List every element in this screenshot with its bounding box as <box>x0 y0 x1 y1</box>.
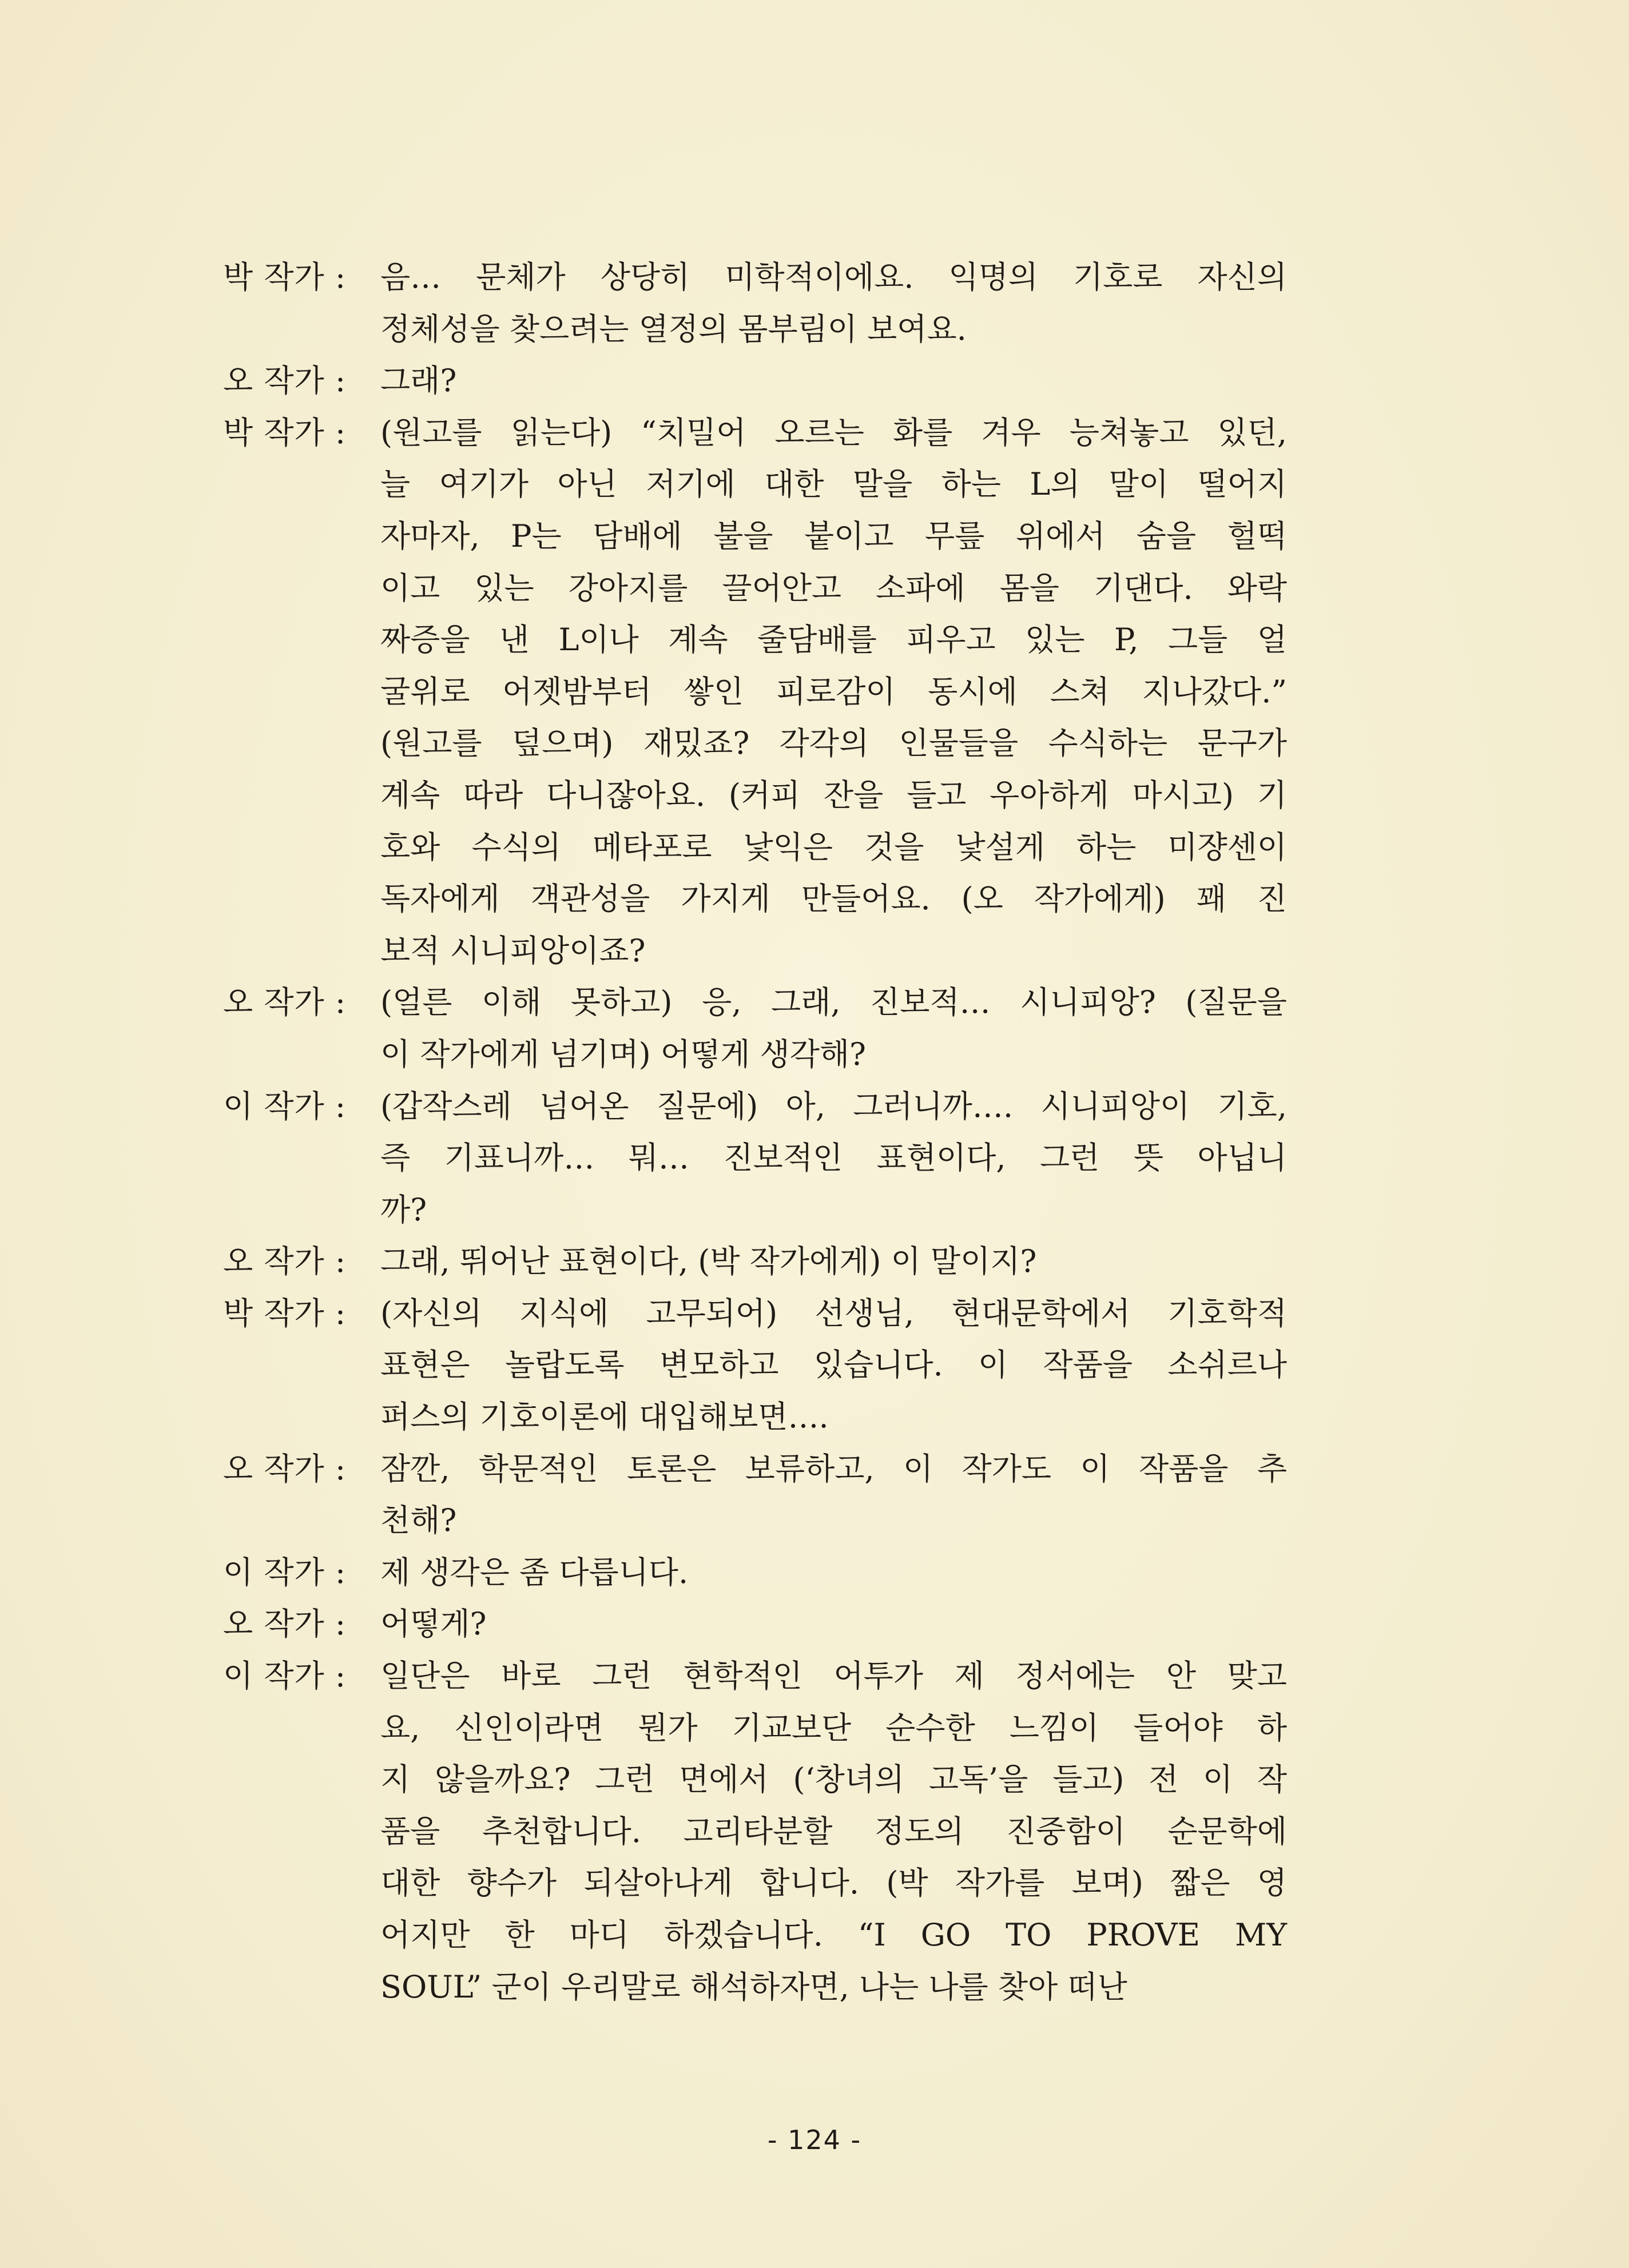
dialogue-text <box>380 355 1287 407</box>
dialogue-line: (원고를 읽는다) “치밀어 오르는 화를 겨우 능쳐놓고 있던, <box>380 414 1287 451</box>
dialogue-line: 제 생각은 좀 다릅니다. <box>380 1554 689 1590</box>
dialogue-line: 이 작가에게 넘기며) 어떻게 생각해? <box>380 1036 866 1072</box>
dialogue-entry <box>223 977 1287 1080</box>
dialogue-line: 퍼스의 기호이론에 대입해보면…. <box>380 1399 829 1435</box>
dialogue-entry <box>223 355 1287 407</box>
speaker-label: 오 작가 : <box>223 984 347 1021</box>
dialogue-text <box>380 977 1287 1080</box>
dialogue-line: 굴위로 어젯밤부터 쌓인 피로감이 동시에 스쳐 지나갔다.” <box>380 673 1287 710</box>
dialogue-text <box>380 1443 1287 1547</box>
dialogue-line: 짜증을 낸 L이나 계속 줄담배를 피우고 있는 P, 그들 얼 <box>380 622 1287 658</box>
speaker-label: 오 작가 : <box>223 1450 347 1487</box>
dialogue-line: 그래, 뛰어난 표현이다, (박 작가에게) 이 말이지? <box>380 1243 1037 1280</box>
speaker-label: 이 작가 : <box>223 1088 347 1124</box>
speaker-label: 박 작가 : <box>223 414 347 451</box>
dialogue-entry <box>223 1236 1287 1288</box>
dialogue-entry <box>223 1650 1287 2013</box>
dialogue-entry <box>223 1598 1287 1650</box>
dialogue-entry <box>223 1081 1287 1236</box>
dialogue-line: (얼른 이해 못하고) 응, 그래, 진보적… 시니피앙? (질문을 <box>380 984 1287 1021</box>
dialogue-line: 정체성을 찾으려는 열정의 몸부림이 보여요. <box>380 311 967 347</box>
dialogue-line: 즉 기표니까… 뭐… 진보적인 표현이다, 그런 뜻 아닙니 <box>380 1140 1287 1176</box>
dialogue-line: 음… 문체가 상당히 미학적이에요. 익명의 기호로 자신의 <box>380 259 1287 295</box>
dialogue-line: 잠깐, 학문적인 토론은 보류하고, 이 작가도 이 작품을 추 <box>380 1450 1287 1487</box>
dialogue-text <box>380 407 1287 977</box>
dialogue-line: 호와 수식의 메타포로 낯익은 것을 낯설게 하는 미쟝센이 <box>380 829 1287 865</box>
dialogue-line: 표현은 놀랍도록 변모하고 있습니다. 이 작품을 소쉬르나 <box>380 1347 1287 1383</box>
dialogue-entry <box>223 252 1287 355</box>
dialogue-line: 독자에게 객관성을 가지게 만들어요. (오 작가에게) 꽤 진 <box>380 881 1287 917</box>
dialogue-text <box>380 252 1287 355</box>
dialogue-text <box>380 1236 1287 1288</box>
dialogue-line: (원고를 덮으며) 재밌죠? 각각의 인물들을 수식하는 문구가 <box>380 725 1287 762</box>
dialogue-line: 까? <box>380 1191 427 1228</box>
dialogue-line: 어지만 한 마디 하겠습니다. “I GO TO PROVE MY <box>380 1917 1287 1953</box>
dialogue-line: (갑작스레 넘어온 질문에) 아, 그러니까…. 시니피앙이 기호, <box>380 1088 1287 1124</box>
dialogue-entry <box>223 1443 1287 1547</box>
dialogue-line: 자마자, P는 담배에 불을 붙이고 무릎 위에서 숨을 헐떡 <box>380 518 1287 554</box>
dialogue-text <box>380 1650 1287 2013</box>
speaker-label: 오 작가 : <box>223 363 347 399</box>
dialogue-entry <box>223 1288 1287 1443</box>
dialogue-line: 어떻게? <box>380 1606 487 1642</box>
dialogue-line: 그래? <box>380 363 457 399</box>
speaker-label: 박 작가 : <box>223 259 347 295</box>
dialogue-line: 품을 추천합니다. 고리타분할 정도의 진중함이 순문학에 <box>380 1813 1287 1849</box>
dialogue-text <box>380 1081 1287 1236</box>
dialogue-line: SOUL” 군이 우리말로 해석하자면, 나는 나를 찾아 떠난 <box>380 1968 1127 2005</box>
dialogue-entry <box>223 1547 1287 1599</box>
page-number: - 124 - <box>767 2124 862 2155</box>
speaker-label: 박 작가 : <box>223 1295 347 1331</box>
dialogue-line: 이고 있는 강아지를 끌어안고 소파에 몸을 기댄다. 와락 <box>380 570 1287 606</box>
dialogue-line: 대한 향수가 되살아나게 합니다. (박 작가를 보며) 짧은 영 <box>380 1865 1287 1901</box>
dialogue-line: 늘 여기가 아닌 저기에 대한 말을 하는 L의 말이 떨어지 <box>380 466 1287 503</box>
dialogue-line: 지 않을까요? 그런 면에서 (‘창녀의 고독’을 들고) 전 이 작 <box>380 1761 1287 1798</box>
dialogue-text <box>380 1598 1287 1650</box>
dialogue-line: 일단은 바로 그런 현학적인 어투가 제 정서에는 안 맞고 <box>380 1658 1287 1694</box>
dialogue-line: (자신의 지식에 고무되어) 선생님, 현대문학에서 기호학적 <box>380 1295 1287 1331</box>
speaker-label: 오 작가 : <box>223 1243 347 1280</box>
dialogue-text <box>380 1547 1287 1599</box>
speaker-label: 오 작가 : <box>223 1606 347 1642</box>
script-body <box>223 252 1287 2013</box>
dialogue-text <box>380 1288 1287 1443</box>
speaker-label: 이 작가 : <box>223 1554 347 1590</box>
speaker-label: 이 작가 : <box>223 1658 347 1694</box>
dialogue-line: 계속 따라 다니잖아요. (커피 잔을 들고 우아하게 마시고) 기 <box>380 777 1287 813</box>
dialogue-line: 천해? <box>380 1502 457 1539</box>
dialogue-line: 요, 신인이라면 뭔가 기교보단 순수한 느낌이 들어야 하 <box>380 1709 1287 1746</box>
dialogue-line: 보적 시니피앙이죠? <box>380 932 646 969</box>
dialogue-entry <box>223 407 1287 977</box>
